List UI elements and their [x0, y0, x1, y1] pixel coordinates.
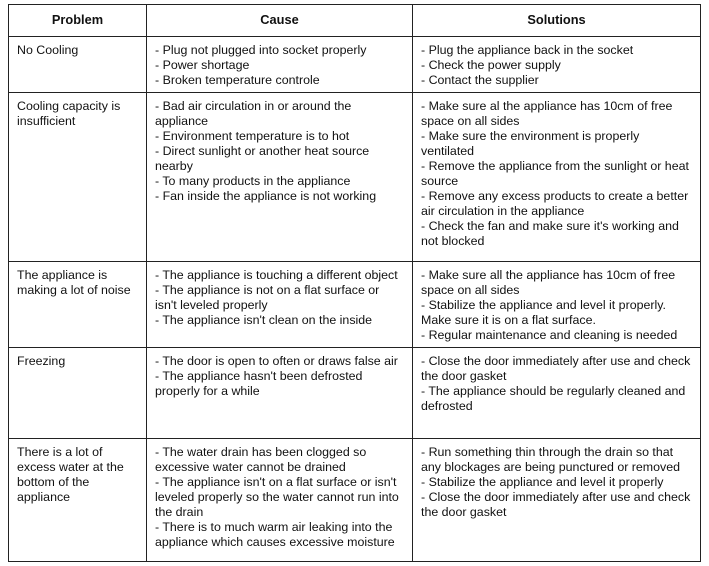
cause-item: - Direct sunlight or another heat source nearby [155, 144, 370, 173]
solution-item: - Run something thin through the drain so that any blockages are being punctured or removed [421, 445, 680, 474]
table-row [9, 93, 701, 262]
cause-item: - The door is open to often or draws false air [155, 354, 398, 368]
cause-item: - Power shortage [155, 58, 250, 72]
problem-cell: Freezing [9, 348, 147, 439]
solution-cell [413, 93, 701, 262]
solution-item: - Make sure all the appliance has 10cm of free space on all sides [421, 268, 676, 297]
solution-item: - Plug the appliance back in the socket [421, 43, 634, 57]
cause-item: - To many products in the appliance [155, 174, 351, 188]
table-row [9, 37, 701, 93]
cause-item: - Bad air circulation in or around the appliance [155, 99, 352, 128]
problem-cell: There is a lot of excess water at the bottom of the appliance [9, 439, 147, 562]
solution-item: - Contact the supplier [421, 73, 539, 87]
table-row [9, 262, 701, 348]
cause-item: - Plug not plugged into socket properly [155, 43, 367, 57]
cause-item: - There is to much warm air leaking into the appliance which causes excessive moisture [155, 520, 395, 549]
cause-item: - Environment temperature is to hot [155, 129, 350, 143]
solution-cell [413, 262, 701, 348]
solution-cell [413, 348, 701, 439]
solution-item: - Regular maintenance and cleaning is needed [421, 328, 678, 342]
cause-item: - The appliance hasn't been defrosted properly for a while [155, 369, 363, 398]
solution-item: - Make sure al the appliance has 10cm of free space on all sides [421, 99, 673, 128]
cause-cell [147, 37, 413, 93]
table-row [9, 439, 701, 562]
cause-cell [147, 348, 413, 439]
solution-item: - Close the door immediately after use and check the door gasket [421, 354, 691, 383]
cause-cell [147, 262, 413, 348]
solution-cell [413, 37, 701, 93]
cause-item: - The appliance isn't clean on the inside [155, 313, 373, 327]
solution-item: - Remove the appliance from the sunlight or heat source [421, 159, 689, 188]
solution-item: - The appliance should be regularly cleaned and defrosted [421, 384, 686, 413]
solution-item: - Stabilize the appliance and level it properly [421, 475, 664, 489]
table-header-row [9, 5, 701, 37]
cause-cell [147, 439, 413, 562]
problem-cell: No Cooling [9, 37, 147, 93]
cause-item: - The appliance is touching a different object [155, 268, 398, 282]
solution-cell [413, 439, 701, 562]
solution-item: - Check the power supply [421, 58, 561, 72]
cause-cell [147, 93, 413, 262]
cause-item: - Fan inside the appliance is not working [155, 189, 377, 203]
solution-item: - Remove any excess products to create a better air circulation in the appliance [421, 189, 689, 218]
header-problem: Problem [9, 5, 147, 37]
solution-item: - Stabilize the appliance and level it properly. Make sure it is on a flat surface. [421, 298, 666, 327]
cause-item: - The appliance is not on a flat surface or isn't leveled properly [155, 283, 380, 312]
troubleshooting-table [8, 4, 701, 562]
header-cause: Cause [147, 5, 413, 37]
header-solutions: Solutions [413, 5, 701, 37]
problem-cell: The appliance is making a lot of noise [9, 262, 147, 348]
solution-item: - Check the fan and make sure it's working and not blocked [421, 219, 679, 248]
cause-item: - The water drain has been clogged so excessive water cannot be drained [155, 445, 367, 474]
solution-item: - Close the door immediately after use and check the door gasket [421, 490, 691, 519]
cause-item: - Broken temperature controle [155, 73, 320, 87]
solution-item: - Make sure the environment is properly ventilated [421, 129, 640, 158]
table-row [9, 348, 701, 439]
problem-cell: Cooling capacity is insufficient [9, 93, 147, 262]
cause-item: - The appliance isn't on a flat surface or isn't leveled properly so the water cannot run into the drain [155, 475, 399, 519]
